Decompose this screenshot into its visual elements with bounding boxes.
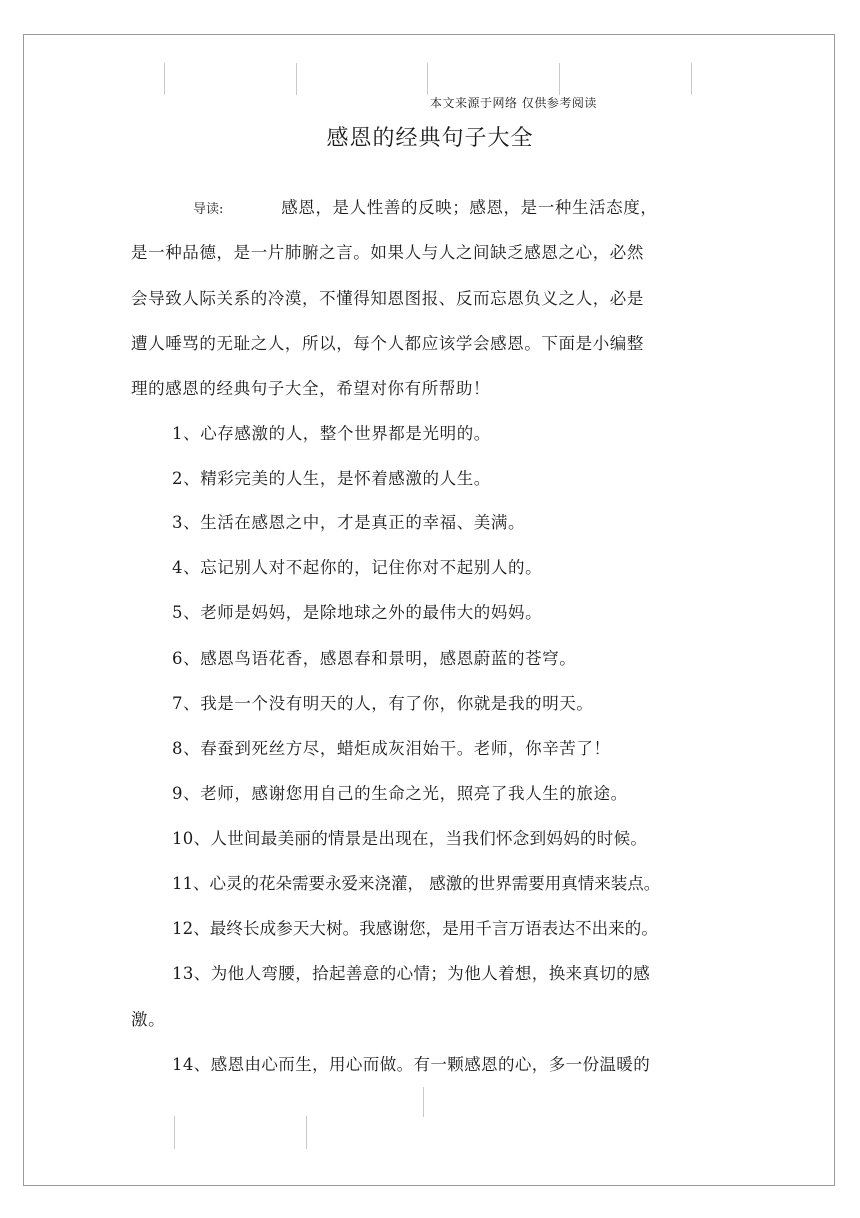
list-item-13-cont: 激。 xyxy=(131,1010,166,1029)
list-item-10: 10、人世间最美丽的情景是出现在，当我们怀念到妈妈的时候。 xyxy=(172,829,648,848)
guide-mark xyxy=(423,1087,424,1117)
guide-mark xyxy=(164,63,165,95)
guide-mark xyxy=(559,63,560,95)
intro-line-3: 会导致人际关系的冷漠，不懂得知恩图报、反而忘恩负义之人，必是 xyxy=(131,289,644,308)
list-item-14: 14、感恩由心而生，用心而做。有一颗感恩的心，多一份温暖的 xyxy=(172,1055,651,1074)
guide-mark xyxy=(296,63,297,95)
list-item-12: 12、最终长成参天大树。我感谢您，是用千言万语表达不出来的。 xyxy=(172,919,658,938)
list-item-3: 3、生活在感恩之中，才是真正的幸福、美满。 xyxy=(172,513,526,532)
guide-mark xyxy=(691,63,692,95)
list-item-5: 5、老师是妈妈，是除地球之外的最伟大的妈妈。 xyxy=(172,603,543,622)
list-item-11: 11、心灵的花朵需要永爱来浇灌， 感激的世界需要用真情来装点。 xyxy=(172,874,661,893)
list-item-13: 13、为他人弯腰，拾起善意的心情；为他人着想，换来真切的感 xyxy=(172,964,651,983)
intro-text: 感恩，是人性善的反映；感恩，是一种生活态度， xyxy=(281,198,658,217)
list-item-2: 2、精彩完美的人生，是怀着感激的人生。 xyxy=(172,469,491,488)
guide-mark xyxy=(427,63,428,95)
page-title: 感恩的经典句子大全 xyxy=(326,126,534,151)
lead-label: 导读: xyxy=(193,202,224,217)
list-item-8: 8、春蚕到死丝方尽，蜡炬成灰泪始干。老师，你辛苦了！ xyxy=(172,739,611,758)
list-item-4: 4、忘记别人对不起你的，记住你对不起别人的。 xyxy=(172,558,543,577)
guide-mark xyxy=(174,1116,175,1149)
intro-line-5: 理的感恩的经典句子大全，希望对你有所帮助！ xyxy=(131,379,491,398)
list-item-6: 6、感恩鸟语花香，感恩春和景明，感恩蔚蓝的苍穹。 xyxy=(172,649,577,668)
intro-line-2: 是一种品德，是一片肺腑之言。如果人与人之间缺乏感恩之心，必然 xyxy=(131,243,644,262)
list-item-1: 1、心存感激的人，整个世界都是光明的。 xyxy=(172,424,491,443)
guide-mark xyxy=(306,1116,307,1149)
intro-line-4: 遭人唾骂的无耻之人，所以，每个人都应该学会感恩。下面是小编整 xyxy=(131,334,644,353)
list-item-7: 7、我是一个没有明天的人，有了你，你就是我的明天。 xyxy=(172,694,594,713)
list-item-9: 9、老师，感谢您用自己的生命之光，照亮了我人生的旅途。 xyxy=(172,784,628,803)
intro-line-1 xyxy=(193,194,657,218)
source-note: 本文来源于网络 仅供参考阅读 xyxy=(430,96,597,110)
